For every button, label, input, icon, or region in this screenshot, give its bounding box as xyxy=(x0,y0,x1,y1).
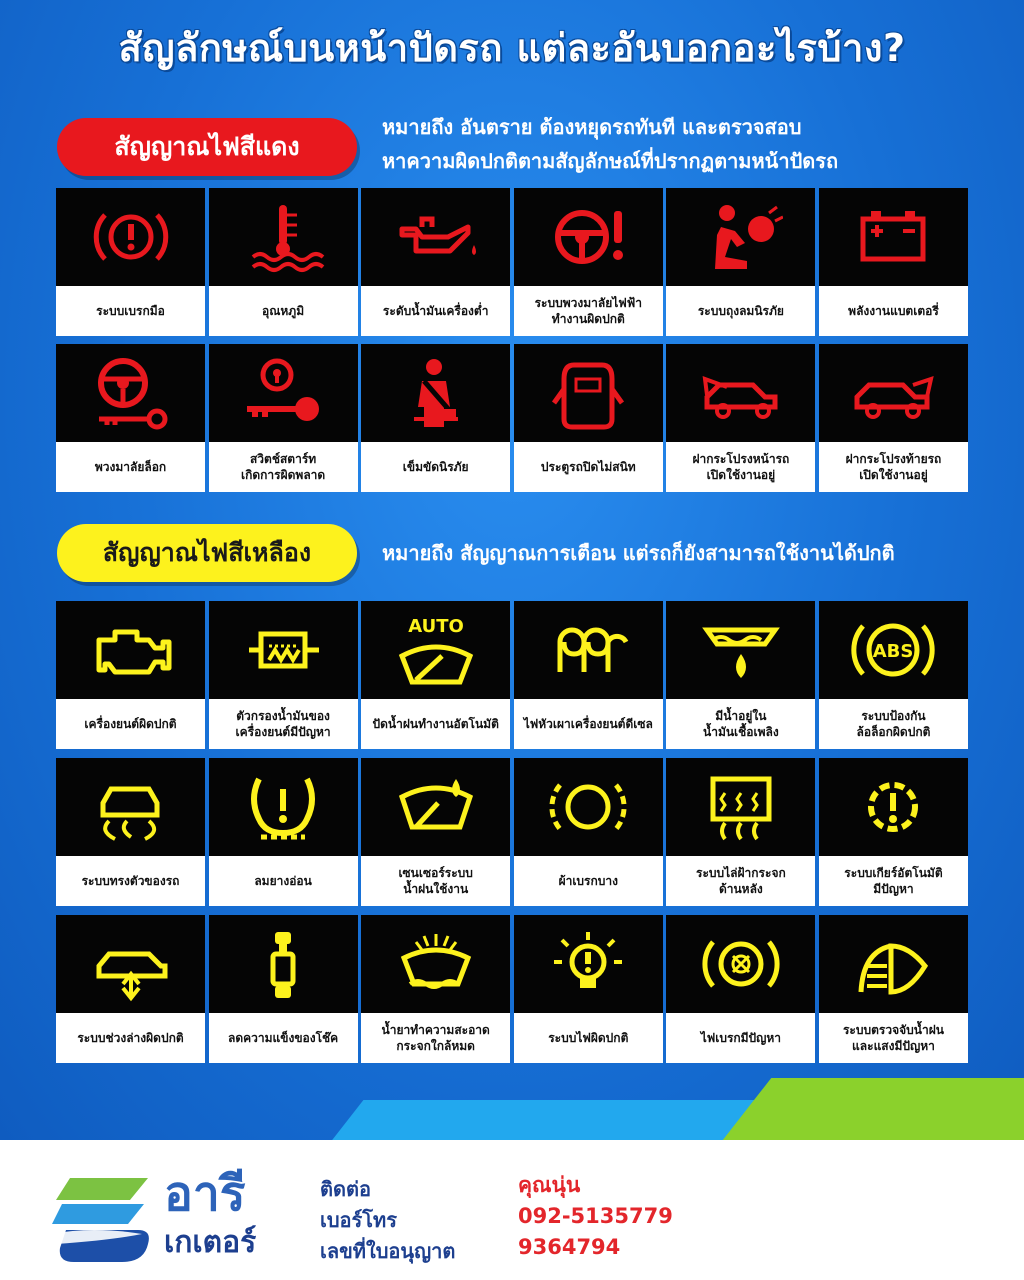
symbol-icon-box xyxy=(819,601,968,699)
symbol-label: เข็มขัดนิรภัย xyxy=(361,442,510,492)
ignition-key-icon xyxy=(241,355,325,431)
symbol-label: พลังงานแบตเตอรี่ xyxy=(819,286,968,336)
red-symbol-card xyxy=(819,188,968,336)
auto-wiper-icon xyxy=(394,612,478,688)
symbol-icon-box xyxy=(209,601,358,699)
contact-labels xyxy=(320,1174,455,1267)
symbol-label: ระบบไฟผิดปกติ xyxy=(514,1013,663,1063)
symbol-label: ระบบช่วงล่างผิดปกติ xyxy=(56,1013,205,1063)
license-number: 9364794 xyxy=(518,1235,621,1259)
icon-text: AUTO xyxy=(407,616,464,637)
oil-pressure-icon xyxy=(394,199,478,275)
symbol-icon-box xyxy=(361,915,510,1013)
brake-light-icon xyxy=(699,926,783,1002)
symbol-icon-box xyxy=(514,758,663,856)
symbol-label: สวิตช์สตาร์ท เกิดการผิดพลาด xyxy=(209,442,358,492)
symbol-icon-box xyxy=(56,915,205,1013)
symbol-label: ระบบเบรกมือ xyxy=(56,286,205,336)
red-symbol-card xyxy=(361,344,510,492)
red-symbol-card xyxy=(666,344,815,492)
yellow-symbol-card xyxy=(514,915,663,1063)
symbol-label: ปัดน้ำฝนทำงานอัตโนมัติ xyxy=(361,699,510,749)
yellow-symbol-card xyxy=(56,601,205,749)
symbol-icon-box xyxy=(819,915,968,1013)
glow-plug-icon xyxy=(546,612,630,688)
symbol-label: ประตูรถปิดไม่สนิท xyxy=(514,442,663,492)
yellow-symbol-card xyxy=(56,758,205,906)
red-symbol-card xyxy=(56,344,205,492)
symbol-icon-box xyxy=(514,915,663,1013)
decorative-stripe-green xyxy=(709,1078,1024,1140)
symbol-icon-box xyxy=(666,188,815,286)
phone-number[interactable]: 092-5135779 xyxy=(518,1204,673,1228)
symbol-label: ระบบไล่ฝ้ากระจก ด้านหลัง xyxy=(666,856,815,906)
symbol-icon-box xyxy=(361,758,510,856)
red-symbol-card xyxy=(361,188,510,336)
red-section-description xyxy=(382,110,982,178)
particulate-filter-icon xyxy=(241,612,325,688)
yellow-symbol-card xyxy=(361,601,510,749)
footer xyxy=(0,1140,1024,1280)
symbol-icon-box xyxy=(514,188,663,286)
symbol-label: ไฟหัวเผาเครื่องยนต์ดีเซล xyxy=(514,699,663,749)
symbol-icon-box xyxy=(819,188,968,286)
red-symbol-grid xyxy=(56,188,968,492)
water-in-fuel-icon xyxy=(699,612,783,688)
abs-icon xyxy=(851,612,935,688)
yellow-symbol-card xyxy=(209,915,358,1063)
symbol-icon-box xyxy=(819,344,968,442)
yellow-symbol-card xyxy=(666,758,815,906)
brand-logo-icon xyxy=(52,1174,162,1266)
symbol-icon-box xyxy=(361,344,510,442)
symbol-label: ผ้าเบรกบาง xyxy=(514,856,663,906)
symbol-icon-box xyxy=(666,758,815,856)
rain-sensor-icon xyxy=(394,769,478,845)
washer-fluid-icon xyxy=(394,926,478,1002)
check-engine-icon xyxy=(89,612,173,688)
bulb-failure-icon xyxy=(546,926,630,1002)
symbol-icon-box xyxy=(56,601,205,699)
engine-temperature-icon xyxy=(241,199,325,275)
symbol-label: ระบบทรงตัวของรถ xyxy=(56,856,205,906)
red-symbol-card xyxy=(819,344,968,492)
symbol-label: มีน้ำอยู่ใน น้ำมันเชื้อเพลิง xyxy=(666,699,815,749)
symbol-icon-box xyxy=(209,188,358,286)
contact-name: คุณนุ่น xyxy=(518,1173,581,1197)
door-open-icon xyxy=(546,355,630,431)
icon-text: ABS xyxy=(873,641,914,662)
contact-values xyxy=(518,1170,673,1263)
phone-label: เบอร์โทร xyxy=(320,1208,397,1232)
yellow-symbol-card xyxy=(514,601,663,749)
symbol-icon-box xyxy=(514,344,663,442)
symbol-label: ระบบป้องกัน ล้อล็อกผิดปกติ xyxy=(819,699,968,749)
stability-control-icon xyxy=(89,769,173,845)
battery-icon xyxy=(851,199,935,275)
license-label: เลขที่ใบอนุญาต xyxy=(320,1239,456,1263)
red-symbol-card xyxy=(209,188,358,336)
symbol-label: ระบบเกียร์อัตโนมัติ มีปัญหา xyxy=(819,856,968,906)
steering-lock-icon xyxy=(89,355,173,431)
symbol-icon-box xyxy=(666,915,815,1013)
yellow-symbol-card xyxy=(666,915,815,1063)
page-title: สัญลักษณ์บนหน้าปัดรถ แต่ละอันบอกอะไรบ้าง? xyxy=(118,26,906,70)
symbol-icon-box xyxy=(56,758,205,856)
power-steering-icon xyxy=(546,199,630,275)
symbol-icon-box xyxy=(209,344,358,442)
symbol-label: ระบบถุงลมนิรภัย xyxy=(666,286,815,336)
symbol-icon-box xyxy=(361,188,510,286)
symbol-icon-box xyxy=(361,601,510,699)
airbag-icon xyxy=(699,199,783,275)
red-symbol-card xyxy=(209,344,358,492)
symbol-label: ตัวกรองน้ำมันของ เครื่องยนต์มีปัญหา xyxy=(209,699,358,749)
symbol-icon-box xyxy=(666,601,815,699)
yellow-symbol-grid xyxy=(56,601,968,1063)
yellow-symbol-card xyxy=(819,758,968,906)
yellow-symbol-card xyxy=(209,758,358,906)
transmission-warning-icon xyxy=(851,769,935,845)
red-description-line-1: หมายถึง อันตราย ต้องหยุดรถทันที และตรวจสอบ xyxy=(382,115,802,139)
suspension-icon xyxy=(89,926,173,1002)
symbol-label: พวงมาลัยล็อก xyxy=(56,442,205,492)
symbol-label: ลดความแข็งของโช๊ค xyxy=(209,1013,358,1063)
yellow-section-description: หมายถึง สัญญาณการเตือน แต่รถก็ยังสามารถใช้งานได้ปกติ xyxy=(382,541,895,565)
rain-light-sensor-icon xyxy=(851,926,935,1002)
symbol-label: ระบบตรวจจับน้ำฝน และแสงมีปัญหา xyxy=(819,1013,968,1063)
symbol-label: ระดับน้ำมันเครื่องต่ำ xyxy=(361,286,510,336)
yellow-symbol-card xyxy=(666,601,815,749)
yellow-symbol-card xyxy=(361,758,510,906)
symbol-label: ระบบพวงมาลัยไฟฟ้า ทำงานผิดปกติ xyxy=(514,286,663,336)
symbol-label: ฝากระโปรงหน้ารถ เปิดใช้งานอยู่ xyxy=(666,442,815,492)
red-symbol-card xyxy=(56,188,205,336)
symbol-label: อุณหภูมิ xyxy=(209,286,358,336)
seatbelt-icon xyxy=(394,355,478,431)
red-symbol-card xyxy=(514,344,663,492)
yellow-symbol-card xyxy=(514,758,663,906)
parking-brake-icon xyxy=(89,199,173,275)
symbol-icon-box xyxy=(514,601,663,699)
shock-absorber-icon xyxy=(241,926,325,1002)
yellow-symbol-card xyxy=(361,915,510,1063)
hood-open-icon xyxy=(699,355,783,431)
yellow-section-heading: สัญญาณไฟสีเหลือง xyxy=(57,524,357,582)
symbol-icon-box xyxy=(209,758,358,856)
red-symbol-card xyxy=(514,188,663,336)
symbol-icon-box xyxy=(666,344,815,442)
symbol-label: น้ำยาทำความสะอาด กระจกใกล้หมด xyxy=(361,1013,510,1063)
yellow-symbol-card xyxy=(819,601,968,749)
rear-defrost-icon xyxy=(699,769,783,845)
red-section-heading: สัญญาณไฟสีแดง xyxy=(57,118,357,176)
yellow-symbol-card xyxy=(819,915,968,1063)
red-description-line-2: หาความผิดปกติตามสัญลักษณ์ที่ปรากฏตามหน้าปัดรถ xyxy=(382,149,839,173)
yellow-symbol-card xyxy=(209,601,358,749)
brake-pad-icon xyxy=(546,769,630,845)
contact-label: ติดต่อ xyxy=(320,1177,371,1201)
symbol-icon-box xyxy=(209,915,358,1013)
symbol-label: ลมยางอ่อน xyxy=(209,856,358,906)
brand-name-line-1: อารี xyxy=(164,1166,246,1222)
tire-pressure-icon xyxy=(241,769,325,845)
symbol-icon-box xyxy=(56,188,205,286)
trunk-open-icon xyxy=(851,355,935,431)
red-symbol-card xyxy=(666,188,815,336)
symbol-label: ไฟเบรกมีปัญหา xyxy=(666,1013,815,1063)
brand-name-line-2: เกเตอร์ xyxy=(164,1225,257,1260)
symbol-label: เซนเซอร์ระบบ น้ำฝนใช้งาน xyxy=(361,856,510,906)
symbol-label: ฝากระโปรงท้ายรถ เปิดใช้งานอยู่ xyxy=(819,442,968,492)
symbol-icon-box xyxy=(56,344,205,442)
yellow-symbol-card xyxy=(56,915,205,1063)
symbol-icon-box xyxy=(819,758,968,856)
symbol-label: เครื่องยนต์ผิดปกติ xyxy=(56,699,205,749)
